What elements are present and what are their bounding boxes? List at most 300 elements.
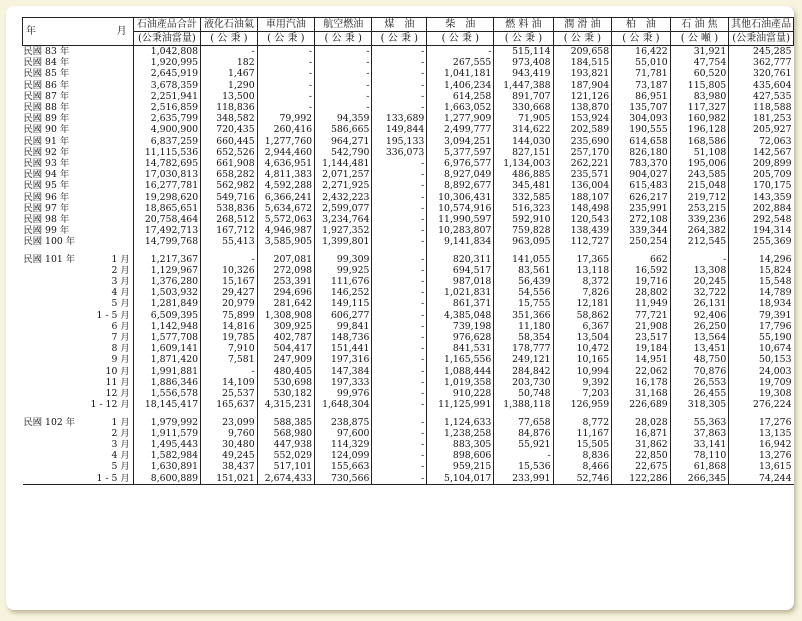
table-row bbox=[23, 180, 794, 191]
table-row bbox=[23, 158, 794, 169]
table-cell: 19,308 bbox=[729, 388, 794, 399]
table-cell: - bbox=[372, 287, 427, 298]
table-body bbox=[23, 46, 794, 485]
table-cell: 516,323 bbox=[494, 203, 553, 214]
table-cell: 12,181 bbox=[553, 298, 612, 309]
table-cell: 72,063 bbox=[729, 136, 794, 147]
table-cell: 99,841 bbox=[315, 321, 372, 332]
table-cell: 904,027 bbox=[612, 169, 671, 180]
table-cell: 215,048 bbox=[670, 180, 729, 191]
table-cell: 910,228 bbox=[427, 388, 494, 399]
table-cell: 8,600,889 bbox=[133, 473, 200, 485]
table-cell: 79,992 bbox=[257, 113, 314, 124]
table-cell: 7,826 bbox=[553, 287, 612, 298]
table-cell: 71,905 bbox=[494, 113, 553, 124]
table-cell: - bbox=[201, 254, 258, 265]
table-cell: - bbox=[315, 102, 372, 113]
table-row bbox=[23, 80, 794, 91]
table-cell: 219,712 bbox=[670, 192, 729, 203]
row-year-label bbox=[23, 461, 79, 472]
table-cell: 55,190 bbox=[729, 332, 794, 343]
table-cell: 272,098 bbox=[257, 265, 314, 276]
row-year-label: 民國 84 年 bbox=[23, 57, 70, 69]
header-fuel-oil: 燃 料 油 bbox=[494, 18, 553, 32]
row-month-label bbox=[78, 80, 133, 91]
table-cell: 14,296 bbox=[729, 254, 794, 265]
table-cell: 262,221 bbox=[553, 158, 612, 169]
table-cell: 1,630,891 bbox=[133, 461, 200, 472]
row-year-label bbox=[23, 298, 79, 309]
table-cell: 11,167 bbox=[553, 428, 612, 439]
table-cell: 4,946,987 bbox=[257, 225, 314, 236]
table-cell: - bbox=[372, 332, 427, 343]
table-cell: 6,366,241 bbox=[257, 192, 314, 203]
table-cell: - bbox=[372, 91, 427, 102]
table-row bbox=[23, 124, 794, 135]
table-cell: 74,244 bbox=[729, 473, 794, 485]
table-row bbox=[23, 399, 794, 410]
table-row bbox=[23, 57, 794, 68]
table-cell: 147,384 bbox=[315, 366, 372, 377]
table-cell: 22,062 bbox=[612, 366, 671, 377]
row-year-label: 民國 90 年 bbox=[23, 124, 70, 136]
table-cell: 55,363 bbox=[670, 417, 729, 428]
table-cell: 77,721 bbox=[612, 310, 671, 321]
table-cell: 249,121 bbox=[494, 354, 553, 365]
table-cell: - bbox=[372, 57, 427, 68]
table-cell: 97,600 bbox=[315, 428, 372, 439]
table-cell: 83,980 bbox=[670, 91, 729, 102]
table-cell: - bbox=[372, 388, 427, 399]
table-cell: 190,555 bbox=[612, 124, 671, 135]
table-cell: - bbox=[315, 80, 372, 91]
unit-total: (公秉油當量) bbox=[133, 32, 200, 46]
row-month-label bbox=[78, 236, 133, 247]
table-cell: 783,370 bbox=[612, 158, 671, 169]
table-cell: 2,499,777 bbox=[427, 124, 494, 135]
table-cell: 1,290 bbox=[201, 80, 258, 91]
table-cell: 181,253 bbox=[729, 113, 794, 124]
table-cell: 16,871 bbox=[612, 428, 671, 439]
table-cell: 6,976,577 bbox=[427, 158, 494, 169]
table-cell: 26,553 bbox=[670, 377, 729, 388]
table-cell: 197,333 bbox=[315, 377, 372, 388]
row-year-label bbox=[23, 399, 79, 410]
table-cell: 1,648,304 bbox=[315, 399, 372, 410]
table-cell: 13,615 bbox=[729, 461, 794, 472]
table-cell: 30,480 bbox=[201, 439, 258, 450]
table-cell: 447,938 bbox=[257, 439, 314, 450]
table-cell: 266,345 bbox=[670, 473, 729, 485]
table-cell: 730,566 bbox=[315, 473, 372, 485]
table-cell: 281,642 bbox=[257, 298, 314, 309]
table-cell: 2,635,799 bbox=[133, 113, 200, 124]
row-year-label: 民國 96 年 bbox=[23, 191, 70, 203]
table-cell: 1,886,346 bbox=[133, 377, 200, 388]
table-cell: 13,564 bbox=[670, 332, 729, 343]
table-row bbox=[23, 450, 794, 461]
row-month-label: 7 月 bbox=[111, 332, 130, 344]
table-cell: 167,712 bbox=[201, 225, 258, 236]
table-cell: 112,727 bbox=[553, 236, 612, 247]
row-month-label: 1 - 5 月 bbox=[96, 309, 130, 321]
table-cell: 78,110 bbox=[670, 450, 729, 461]
table-cell: 2,516,859 bbox=[133, 102, 200, 113]
table-cell: 9,392 bbox=[553, 377, 612, 388]
table-cell: 10,574,916 bbox=[427, 203, 494, 214]
table-row bbox=[23, 214, 794, 225]
row-month-label bbox=[78, 68, 133, 79]
table-row bbox=[23, 136, 794, 147]
table-cell: 165,637 bbox=[201, 399, 258, 410]
table-cell: 226,689 bbox=[612, 399, 671, 410]
table-cell: 10,283,807 bbox=[427, 225, 494, 236]
table-cell: 7,203 bbox=[553, 388, 612, 399]
row-year-label: 民國 93 年 bbox=[23, 158, 70, 170]
table-row bbox=[23, 225, 794, 236]
table-cell: 1,871,420 bbox=[133, 354, 200, 365]
row-month-label: 1 月 bbox=[111, 416, 130, 428]
table-cell: 178,777 bbox=[494, 343, 553, 354]
table-cell: 22,675 bbox=[612, 461, 671, 472]
table-cell: 22,850 bbox=[612, 450, 671, 461]
row-month-label: 10 月 bbox=[105, 365, 130, 377]
table-cell: 13,500 bbox=[201, 91, 258, 102]
table-cell: 14,789 bbox=[729, 287, 794, 298]
table-row bbox=[23, 91, 794, 102]
table-cell: 14,951 bbox=[612, 354, 671, 365]
row-month-label: 2 月 bbox=[111, 264, 130, 276]
table-cell: 92,406 bbox=[670, 310, 729, 321]
row-month-label bbox=[78, 91, 133, 102]
table-cell: - bbox=[372, 366, 427, 377]
table-header bbox=[23, 18, 794, 46]
table-cell: 118,588 bbox=[729, 102, 794, 113]
table-row bbox=[23, 366, 794, 377]
unit-jet-fuel: ( 公 秉 ) bbox=[315, 32, 372, 46]
table-cell: 151,021 bbox=[201, 473, 258, 485]
table-cell: 6,367 bbox=[553, 321, 612, 332]
table-cell: 153,924 bbox=[553, 113, 612, 124]
table-cell: 314,622 bbox=[494, 124, 553, 135]
table-cell: 170,175 bbox=[729, 180, 794, 191]
table-cell: 9,760 bbox=[201, 428, 258, 439]
table-cell: - bbox=[372, 214, 427, 225]
table-cell: 16,422 bbox=[612, 46, 671, 58]
table-cell: 720,435 bbox=[201, 124, 258, 135]
row-year-label bbox=[23, 332, 79, 343]
table-cell: 3,094,251 bbox=[427, 136, 494, 147]
table-cell: 826,180 bbox=[612, 147, 671, 158]
table-cell: 26,131 bbox=[670, 298, 729, 309]
row-year-label: 民國 100 年 bbox=[23, 236, 76, 248]
table-cell: 4,811,383 bbox=[257, 169, 314, 180]
table-cell: 18,145,417 bbox=[133, 399, 200, 410]
row-month-label: 3 月 bbox=[111, 276, 130, 288]
table-cell: 1,165,556 bbox=[427, 354, 494, 365]
table-cell: 8,772 bbox=[553, 417, 612, 428]
table-cell: 15,824 bbox=[729, 265, 794, 276]
table-cell: 5,377,597 bbox=[427, 147, 494, 158]
table-cell: 614,658 bbox=[612, 136, 671, 147]
table-cell: 1,238,258 bbox=[427, 428, 494, 439]
table-cell: 15,536 bbox=[494, 461, 553, 472]
table-cell: 4,385,048 bbox=[427, 310, 494, 321]
table-cell: 652,526 bbox=[201, 147, 258, 158]
table-cell: 31,921 bbox=[670, 46, 729, 58]
table-cell: 203,730 bbox=[494, 377, 553, 388]
table-cell: 10,472 bbox=[553, 343, 612, 354]
table-row bbox=[23, 169, 794, 180]
table-cell: 1,447,388 bbox=[494, 80, 553, 91]
table-cell: 77,658 bbox=[494, 417, 553, 428]
table-cell: 235,991 bbox=[612, 203, 671, 214]
table-cell: 841,531 bbox=[427, 343, 494, 354]
table-cell: 133,689 bbox=[372, 113, 427, 124]
table-cell: 26,455 bbox=[670, 388, 729, 399]
row-year-label bbox=[23, 388, 79, 399]
table-cell: 122,286 bbox=[612, 473, 671, 485]
row-month-label: 8 月 bbox=[111, 343, 130, 355]
unit-lubricant: ( 公 秉 ) bbox=[553, 32, 612, 46]
table-cell: 19,298,620 bbox=[133, 192, 200, 203]
table-cell: 257,170 bbox=[553, 147, 612, 158]
table-cell: - bbox=[201, 46, 258, 58]
table-cell: 759,828 bbox=[494, 225, 553, 236]
table-cell: 202,884 bbox=[729, 203, 794, 214]
table-cell: 111,676 bbox=[315, 276, 372, 287]
table-cell: 52,746 bbox=[553, 473, 612, 485]
table-cell: 16,592 bbox=[612, 265, 671, 276]
table-cell: 973,408 bbox=[494, 57, 553, 68]
table-row bbox=[23, 236, 794, 247]
row-month-label bbox=[78, 192, 133, 203]
table-cell: 11,180 bbox=[494, 321, 553, 332]
table-cell: - bbox=[372, 450, 427, 461]
table-cell: 549,716 bbox=[201, 192, 258, 203]
table-cell: 247,909 bbox=[257, 354, 314, 365]
table-cell: - bbox=[372, 254, 427, 265]
table-cell: 1,663,052 bbox=[427, 102, 494, 113]
table-cell: 5,634,672 bbox=[257, 203, 314, 214]
table-cell: 4,900,900 bbox=[133, 124, 200, 135]
table-cell: 50,748 bbox=[494, 388, 553, 399]
table-cell: 19,709 bbox=[729, 377, 794, 388]
table-cell: 820,311 bbox=[427, 254, 494, 265]
table-cell: 148,736 bbox=[315, 332, 372, 343]
table-cell: 1,308,908 bbox=[257, 310, 314, 321]
petroleum-products-table bbox=[22, 17, 794, 485]
table-row bbox=[23, 377, 794, 388]
table-cell: 2,432,223 bbox=[315, 192, 372, 203]
row-year-label bbox=[23, 439, 79, 450]
table-cell: - bbox=[670, 254, 729, 265]
table-cell: 8,927,049 bbox=[427, 169, 494, 180]
table-cell: 17,030,813 bbox=[133, 169, 200, 180]
row-month-label bbox=[78, 169, 133, 180]
table-cell: 31,862 bbox=[612, 439, 671, 450]
row-month-label: 5 月 bbox=[111, 298, 130, 310]
table-cell: 5,572,063 bbox=[257, 214, 314, 225]
table-cell: 17,365 bbox=[553, 254, 612, 265]
unit-diesel: ( 公 秉 ) bbox=[427, 32, 494, 46]
table-cell: 4,636,951 bbox=[257, 158, 314, 169]
row-month-label: 1 - 12 月 bbox=[90, 399, 130, 411]
table-cell: 146,252 bbox=[315, 287, 372, 298]
table-cell: 8,466 bbox=[553, 461, 612, 472]
table-cell: 26,250 bbox=[670, 321, 729, 332]
row-year-label: 民國 102 年 bbox=[23, 416, 76, 428]
table-cell: 55,010 bbox=[612, 57, 671, 68]
table-cell: 1,376,280 bbox=[133, 276, 200, 287]
header-jet-fuel: 航空燃油 bbox=[315, 18, 372, 32]
table-cell: 480,405 bbox=[257, 366, 314, 377]
table-cell: 827,151 bbox=[494, 147, 553, 158]
unit-other: (公秉油當量) bbox=[729, 32, 794, 46]
table-frame bbox=[6, 6, 794, 610]
table-cell: 542,790 bbox=[315, 147, 372, 158]
table-cell: 194,314 bbox=[729, 225, 794, 236]
table-cell: 51,108 bbox=[670, 147, 729, 158]
header-month: 月 bbox=[78, 18, 133, 46]
table-cell: 562,982 bbox=[201, 180, 258, 191]
table-cell: 71,781 bbox=[612, 68, 671, 79]
table-cell: - bbox=[201, 366, 258, 377]
table-cell: 54,556 bbox=[494, 287, 553, 298]
table-cell: 11,115,536 bbox=[133, 147, 200, 158]
table-cell: 883,305 bbox=[427, 439, 494, 450]
table-row bbox=[23, 265, 794, 276]
header-lubricant: 潤 滑 油 bbox=[553, 18, 612, 32]
table-cell: 1,388,118 bbox=[494, 399, 553, 410]
table-row bbox=[23, 388, 794, 399]
table-cell: 504,417 bbox=[257, 343, 314, 354]
table-cell: 284,842 bbox=[494, 366, 553, 377]
table-cell: 118,836 bbox=[201, 102, 258, 113]
row-month-label: 2 月 bbox=[111, 427, 130, 439]
table-cell: 47,754 bbox=[670, 57, 729, 68]
table-cell: 184,515 bbox=[553, 57, 612, 68]
table-cell: 182 bbox=[201, 57, 258, 68]
row-year-label bbox=[23, 366, 79, 377]
table-cell: 23,099 bbox=[201, 417, 258, 428]
table-row bbox=[23, 46, 794, 58]
table-cell: 151,441 bbox=[315, 343, 372, 354]
table-cell: - bbox=[372, 265, 427, 276]
table-cell: 13,504 bbox=[553, 332, 612, 343]
table-cell: 136,004 bbox=[553, 180, 612, 191]
table-cell: 253,215 bbox=[670, 203, 729, 214]
table-cell: 20,245 bbox=[670, 276, 729, 287]
table-cell: 276,224 bbox=[729, 399, 794, 410]
table-cell: 205,709 bbox=[729, 169, 794, 180]
table-cell: 336,073 bbox=[372, 147, 427, 158]
table-cell: 245,285 bbox=[729, 46, 794, 58]
table-cell: 49,245 bbox=[201, 450, 258, 461]
table-cell: 9,141,834 bbox=[427, 236, 494, 247]
table-cell: 1,920,995 bbox=[133, 57, 200, 68]
table-cell: 143,359 bbox=[729, 192, 794, 203]
table-cell: 7,581 bbox=[201, 354, 258, 365]
row-year-label bbox=[23, 287, 79, 298]
table-cell: 1,609,141 bbox=[133, 343, 200, 354]
table-cell: 1,556,578 bbox=[133, 388, 200, 399]
row-month-label bbox=[78, 113, 133, 124]
table-cell: - bbox=[494, 450, 553, 461]
table-cell: 898,606 bbox=[427, 450, 494, 461]
table-cell: 1,991,881 bbox=[133, 366, 200, 377]
row-month-label bbox=[78, 136, 133, 147]
table-cell: 253,391 bbox=[257, 276, 314, 287]
unit-fuel-oil: ( 公 秉 ) bbox=[494, 32, 553, 46]
table-cell: - bbox=[315, 46, 372, 58]
table-cell: 264,382 bbox=[670, 225, 729, 236]
table-cell: 320,761 bbox=[729, 68, 794, 79]
table-cell: 8,372 bbox=[553, 276, 612, 287]
table-cell: 1,019,358 bbox=[427, 377, 494, 388]
row-year-label bbox=[23, 354, 79, 365]
table-cell: 10,326 bbox=[201, 265, 258, 276]
table-row bbox=[23, 321, 794, 332]
table-cell: 339,236 bbox=[670, 214, 729, 225]
table-cell: 318,305 bbox=[670, 399, 729, 410]
table-cell: 233,991 bbox=[494, 473, 553, 485]
table-row bbox=[23, 428, 794, 439]
row-month-label: 12 月 bbox=[105, 388, 130, 400]
table-cell: 1,582,984 bbox=[133, 450, 200, 461]
row-month-label bbox=[78, 180, 133, 191]
table-cell: 79,391 bbox=[729, 310, 794, 321]
table-cell: 149,115 bbox=[315, 298, 372, 309]
table-cell: 3,585,905 bbox=[257, 236, 314, 247]
table-row bbox=[23, 298, 794, 309]
table-cell: 207,081 bbox=[257, 254, 314, 265]
table-cell: 1,503,932 bbox=[133, 287, 200, 298]
table-cell: 13,276 bbox=[729, 450, 794, 461]
table-cell: 660,445 bbox=[201, 136, 258, 147]
table-cell: 126,959 bbox=[553, 399, 612, 410]
row-year-label: 民國 97 年 bbox=[23, 202, 70, 214]
table-cell: 1,979,992 bbox=[133, 417, 200, 428]
table-cell: 1,041,181 bbox=[427, 68, 494, 79]
table-cell: 959,215 bbox=[427, 461, 494, 472]
table-cell: - bbox=[372, 192, 427, 203]
table-cell: 8,892,677 bbox=[427, 180, 494, 191]
table-cell: - bbox=[257, 91, 314, 102]
row-month-label bbox=[78, 57, 133, 68]
row-month-label: 6 月 bbox=[111, 320, 130, 332]
table-cell: 292,548 bbox=[729, 214, 794, 225]
table-cell: 304,093 bbox=[612, 113, 671, 124]
row-year-label: 民國 95 年 bbox=[23, 180, 70, 192]
table-cell: 84,876 bbox=[494, 428, 553, 439]
table-cell: - bbox=[257, 68, 314, 79]
table-cell: 56,439 bbox=[494, 276, 553, 287]
row-month-label: 1 - 5 月 bbox=[78, 473, 133, 485]
table-cell: 37,863 bbox=[670, 428, 729, 439]
header-lpg: 液化石油氣 bbox=[201, 18, 258, 32]
table-cell: 17,796 bbox=[729, 321, 794, 332]
table-row bbox=[23, 113, 794, 124]
row-month-label bbox=[78, 102, 133, 113]
row-year-label bbox=[23, 265, 79, 276]
table-cell: 1,088,444 bbox=[427, 366, 494, 377]
table-cell: 1,042,808 bbox=[133, 46, 200, 58]
table-cell: 2,271,925 bbox=[315, 180, 372, 191]
table-cell: 2,645,919 bbox=[133, 68, 200, 79]
table-cell: 661,908 bbox=[201, 158, 258, 169]
table-cell: 964,271 bbox=[315, 136, 372, 147]
